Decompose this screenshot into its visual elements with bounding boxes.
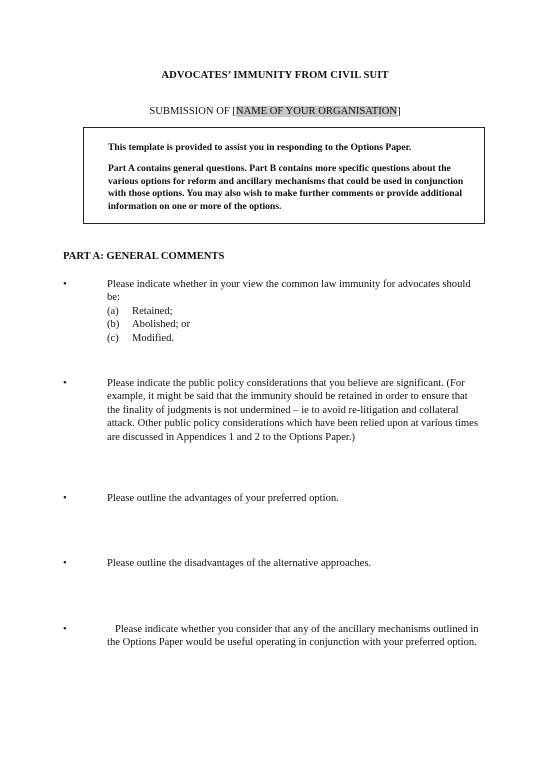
option-a-label: (a) bbox=[107, 305, 119, 317]
question-4 bbox=[63, 557, 483, 570]
bullet-icon: • bbox=[63, 558, 67, 569]
option-b-text: Abolished; or bbox=[132, 319, 190, 331]
bullet-icon: • bbox=[63, 624, 67, 635]
question-2-text: Please indicate the public policy considerations that you believe are significant. (For example, it might be said that the immunity should be retained in order to ensure that the finality of judgments is not undermined – ie to avoid re-litigation and collateral attack. Other public policy considerations which have been relied upon at various times are discussed in Appendices 1 and 2 to the Options Paper.) bbox=[107, 378, 478, 443]
bullet-icon: • bbox=[63, 493, 67, 504]
option-b bbox=[107, 318, 483, 331]
option-b-label: (b) bbox=[107, 319, 120, 331]
part-a-heading: PART A: GENERAL COMMENTS bbox=[63, 251, 225, 262]
organisation-name-placeholder[interactable]: NAME OF YOUR ORGANISATION bbox=[235, 106, 398, 117]
bullet-icon: • bbox=[63, 279, 67, 290]
option-c bbox=[107, 332, 483, 345]
option-c-text: Modified. bbox=[132, 332, 175, 344]
submission-line bbox=[0, 105, 550, 118]
question-1-options bbox=[107, 305, 483, 345]
option-c-label: (c) bbox=[107, 332, 119, 344]
option-a bbox=[107, 305, 483, 318]
template-notice-box bbox=[83, 127, 485, 224]
question-3-text: Please outline the advantages of your preferred option. bbox=[107, 493, 339, 504]
option-a-text: Retained; bbox=[132, 305, 173, 317]
question-5 bbox=[63, 623, 483, 650]
document-title: ADVOCATES’ IMMUNITY FROM CIVIL SUIT bbox=[161, 70, 389, 81]
notice-line-2: Part A contains general questions. Part B contains more specific questions about the various options for reform and ancillary mechanisms that could be used in conjunction with those options. You may also wish to make further comments or provide additional information on one or more of the options. bbox=[108, 163, 464, 212]
notice-line-1: This template is provided to assist you in responding to the Options Paper. bbox=[108, 142, 412, 153]
question-4-text: Please outline the disadvantages of the alternative approaches. bbox=[107, 558, 372, 569]
question-1-text: Please indicate whether in your view the common law immunity for advocates should be: bbox=[107, 279, 471, 304]
question-1 bbox=[63, 278, 483, 345]
question-5-text: Please indicate whether you consider that any of the ancillary mechanisms outlined in the Options Paper would be useful operating in conjunction with your preferred option. bbox=[107, 624, 482, 649]
bullet-icon: • bbox=[63, 378, 67, 389]
question-2 bbox=[63, 377, 483, 444]
submission-suffix: ] bbox=[397, 106, 401, 117]
question-3 bbox=[63, 492, 483, 505]
submission-prefix: SUBMISSION OF [ bbox=[149, 106, 236, 117]
